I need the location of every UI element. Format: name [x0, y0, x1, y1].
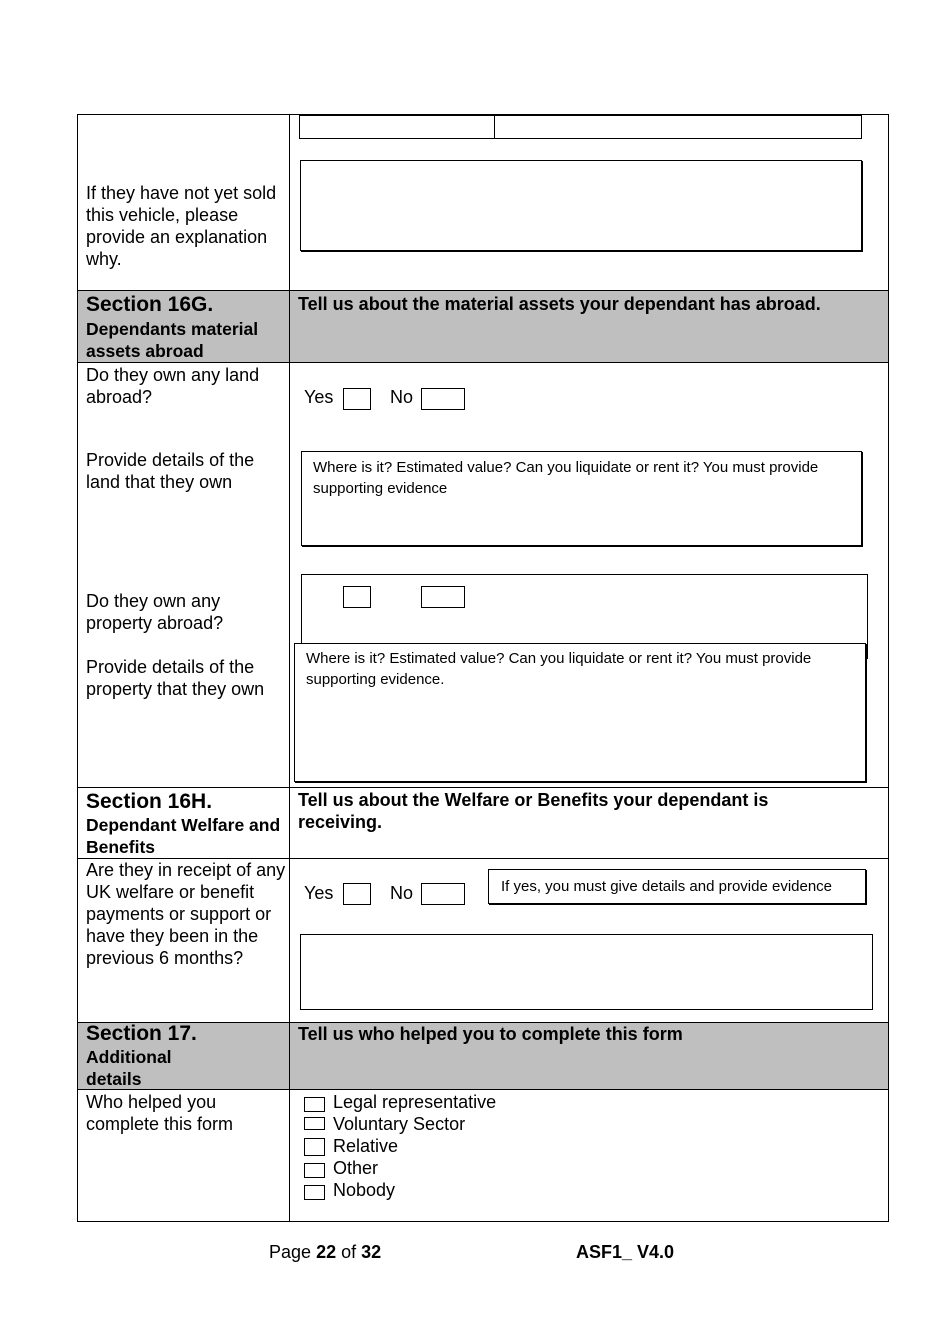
section-16g-description: Tell us about the material assets your dependant has abroad.: [298, 294, 821, 314]
checkbox[interactable]: [304, 1163, 325, 1178]
checkbox[interactable]: [304, 1117, 325, 1130]
checkbox[interactable]: [304, 1138, 325, 1156]
row-divider: [77, 362, 889, 363]
section-17-title: Section 17.: [86, 1022, 197, 1045]
welfare-yes-label: Yes: [304, 883, 334, 903]
vehicle-explain-label: If they have not yet sold this vehicle, please provide an explanation why.: [86, 183, 277, 269]
checkbox[interactable]: [304, 1185, 325, 1200]
page-number: Page 22 of 32: [269, 1242, 382, 1262]
row-divider: [77, 290, 889, 291]
welfare-yes-checkbox[interactable]: [343, 883, 371, 905]
property-yes-checkbox[interactable]: [343, 586, 371, 608]
land-yes-checkbox[interactable]: [343, 388, 371, 410]
form-code: ASF1_ V4.0: [576, 1242, 675, 1262]
vehicle-field-left[interactable]: [299, 115, 495, 139]
section-16h-description: Tell us about the Welfare or Benefits your dependant is receiving.: [298, 790, 769, 832]
welfare-no-checkbox[interactable]: [421, 883, 465, 905]
form-page: If they have not yet sold this vehicle, please provide an explanation why. Section 16G. Dependants material assets abroad Tell us about the material assets your dependant has abroad. Do they own any land abroad? Yes No Provide details of the land that they own Where is it? Estimated value? Can you liquidate or rent it? You must provide supporting evidence Do they own any property abroad? Provide details of the property that they own Where is it? Estimated value? Can you liquidate or rent it? You must provide supporting evidence. Section 16H. Dependant Welfare and Benefits Tell us about the Welfare or Benefits your dependant is receiving. Are they in receipt of any UK welfare or benefit payments or support or have they been in the previous 6 months? Yes No If yes, you must give details and provide evidence Section 17. Additional details Tell us who helped you to complete this form Who helped you complete this form Legal representative Voluntary Sector Relative Other Nobody Page 22 of 32 ASF1_ V4.0: [0, 0, 950, 1342]
welfare-question: Are they in receipt of any UK welfare or benefit payments or support or have they been in the previous 6 months?: [86, 860, 286, 968]
property-details-hint: Where is it? Estimated value? Can you liquidate or rent it? You must provide supporting evidence.: [306, 650, 812, 688]
land-no-checkbox[interactable]: [421, 388, 465, 410]
land-details-hint: Where is it? Estimated value? Can you liquidate or rent it? You must provide supporting evidence: [313, 459, 819, 497]
vehicle-field-right[interactable]: [494, 115, 862, 139]
property-details-label: Provide details of the property that they own: [86, 657, 265, 699]
property-no-checkbox[interactable]: [421, 586, 465, 608]
section-16g-title: Section 16G.: [86, 293, 214, 316]
row-divider: [77, 787, 889, 788]
checkbox[interactable]: [304, 1097, 325, 1112]
section-16h-subtitle: Dependant Welfare and Benefits: [86, 815, 281, 857]
vehicle-explanation-input[interactable]: [300, 160, 862, 251]
section-16g-subtitle: Dependants material assets abroad: [86, 319, 259, 361]
who-helped-question: Who helped you complete this form: [86, 1092, 234, 1134]
welfare-hint: If yes, you must give details and provide evidence: [501, 878, 833, 895]
section-17-description: Tell us who helped you to complete this form: [298, 1024, 683, 1044]
land-no-label: No: [390, 387, 414, 407]
section-16h-title: Section 16H.: [86, 790, 213, 813]
land-abroad-question: Do they own any land abroad?: [86, 365, 260, 407]
land-yes-label: Yes: [304, 387, 334, 407]
section-17-subtitle: Additional details: [86, 1047, 172, 1089]
column-divider: [289, 114, 290, 1222]
land-details-label: Provide details of the land that they own: [86, 450, 255, 492]
welfare-no-label: No: [390, 883, 414, 903]
welfare-details-input[interactable]: [300, 934, 873, 1010]
property-abroad-question: Do they own any property abroad?: [86, 591, 224, 633]
